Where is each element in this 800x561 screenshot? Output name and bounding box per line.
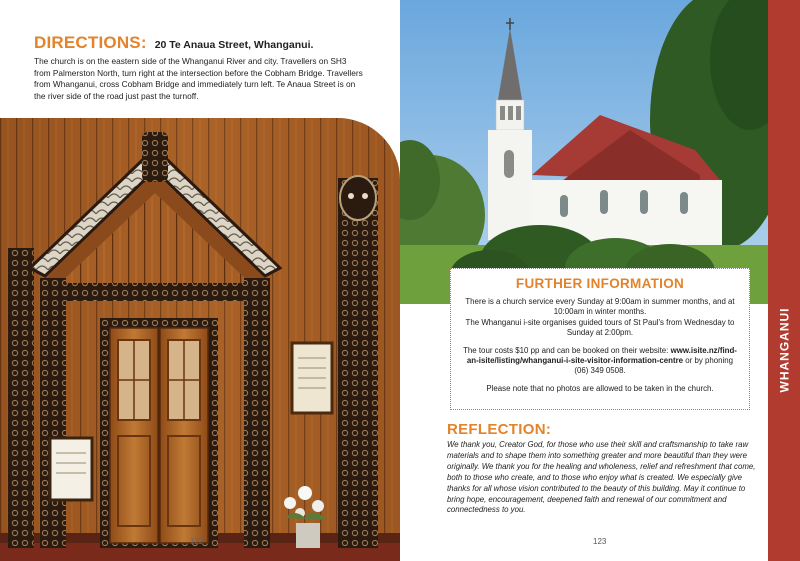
info-booking bbox=[461, 346, 739, 377]
page-number-right: 123 bbox=[593, 537, 607, 546]
side-tab bbox=[768, 0, 800, 561]
info-paragraph bbox=[461, 297, 739, 339]
reflection-title: REFLECTION: bbox=[447, 421, 552, 438]
reflection-body: We thank you, Creator God, for those who use their skill and craftsmanship to take raw materials and to shape them into something greater and more beautiful than they were originally. We thank you for the healing and wholeness, relief and refreshment that come, both to those who create, and to those who enjoy what is created. We especially give thanks for all whose vision contributed to the beauty of this building. May it continue to bring hope, encouragement, deepened faith and renewal of our commitment and connectedness to you. bbox=[447, 440, 756, 515]
further-information-box bbox=[450, 268, 750, 410]
info-booking-suffix: or by phoning (06) 349 0508. bbox=[574, 356, 734, 376]
church-exterior-photo bbox=[400, 0, 768, 304]
directions-address: 20 Te Anaua Street, Whanganui. bbox=[154, 39, 314, 51]
info-service-times: There is a church service every Sunday at 9:00am in summer months, and at 10:00am in winter months. bbox=[465, 297, 735, 317]
further-information-title: FURTHER INFORMATION bbox=[515, 276, 685, 291]
directions-title: DIRECTIONS: bbox=[34, 33, 147, 52]
right-page bbox=[400, 0, 800, 561]
side-label-text: WHANGANUI bbox=[777, 307, 791, 393]
info-guided-tours: The Whanganui i-site organises guided tours of St Paul's from Wednesday to Sunday at 2:00pm. bbox=[465, 317, 735, 338]
info-booking-prefix: The tour costs $10 pp and can be booked on their website: bbox=[463, 345, 671, 355]
page-number-left: 122 bbox=[190, 537, 204, 546]
directions-heading bbox=[34, 33, 313, 53]
carved-doorway-photo bbox=[0, 118, 400, 561]
directions-body: The church is on the eastern side of the Whanganui River and city. Travellers on SH3 from Palmerston North, turn right at the intersection before the Cobham Bridge. Travellers from Whanganui, cross Cobham Bridge and immediately turn left. Te Anaua Street is on the river side of the road just past the turnoff. bbox=[34, 56, 363, 101]
info-photo-note: Please note that no photos are allowed to be taken in the church. bbox=[486, 383, 714, 393]
isite-website-link[interactable]: www.isite.nz/find-an-isite/listing/whanganui-i-site-visitor-information-centre bbox=[466, 345, 737, 366]
side-label bbox=[775, 290, 793, 410]
